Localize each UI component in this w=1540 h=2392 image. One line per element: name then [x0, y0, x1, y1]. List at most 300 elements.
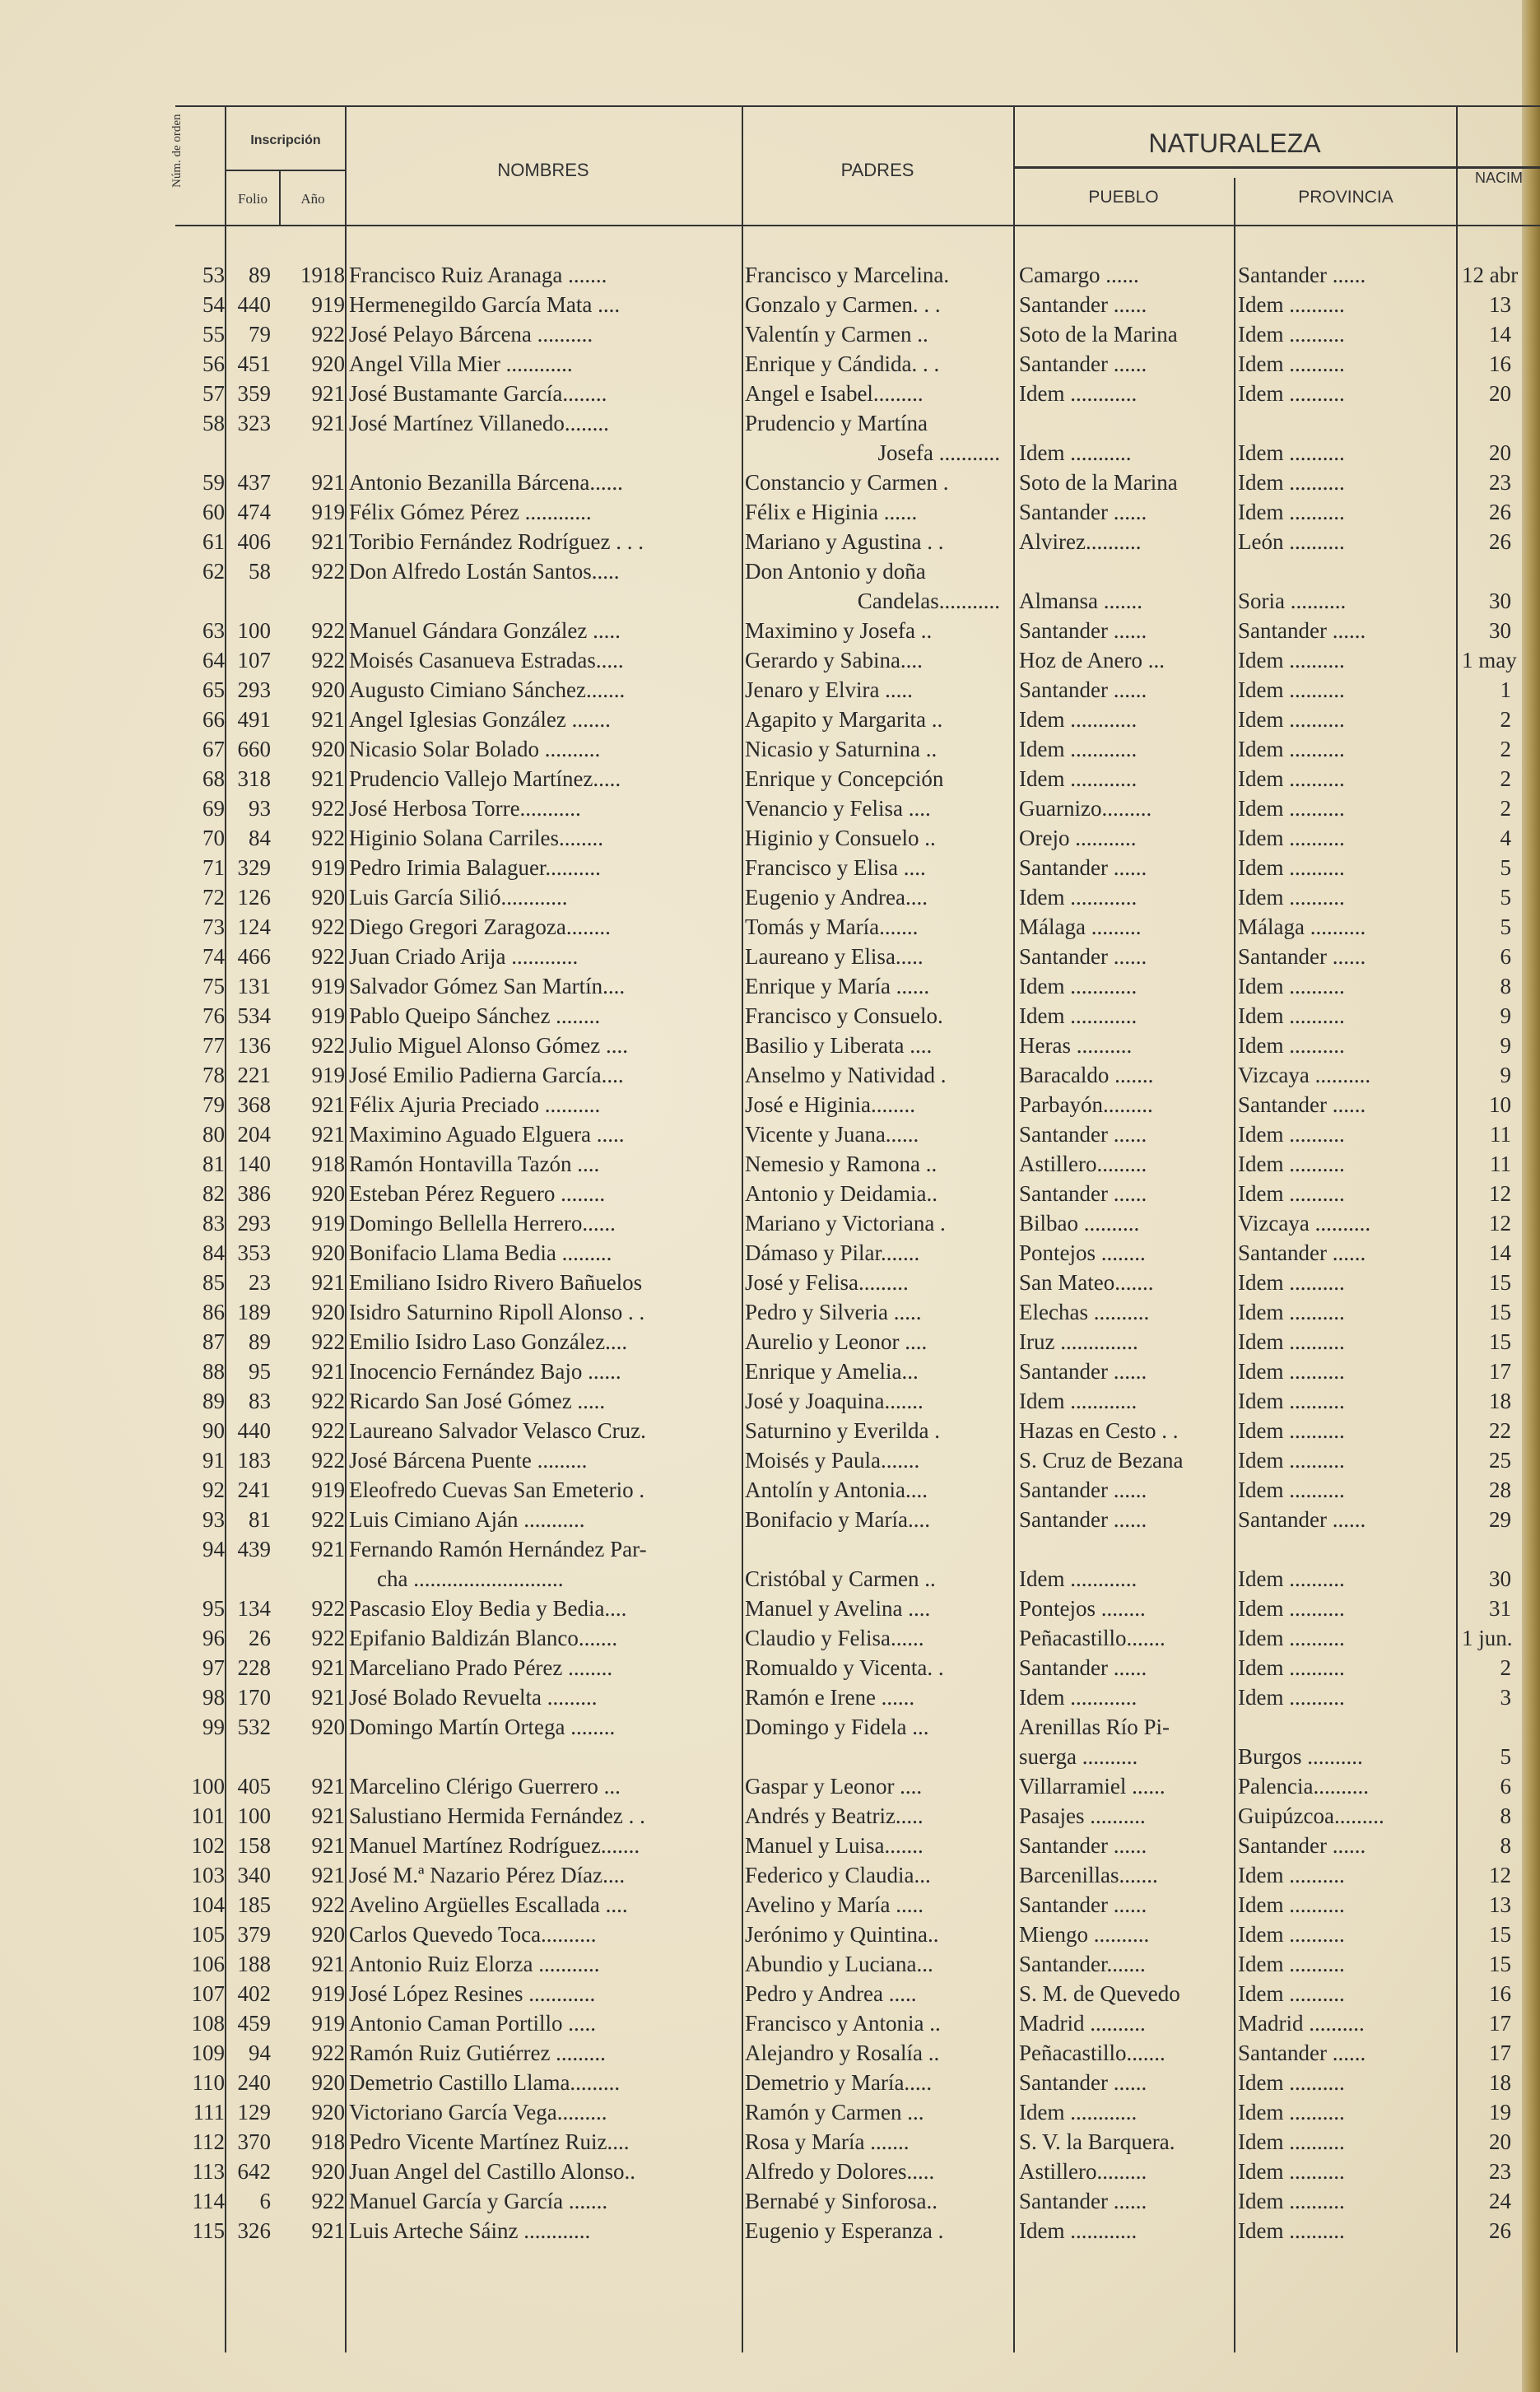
row-name: Antonio Ruiz Elorza ........... — [349, 1952, 600, 1976]
row-number: 66 — [202, 707, 225, 732]
row-town: Idem ............ — [1019, 766, 1138, 791]
table-row — [175, 1297, 1540, 1327]
row-birth-day: 12 abr — [1462, 263, 1519, 287]
row-name: Luis García Silió............ — [349, 885, 568, 910]
row-year: 920 — [311, 351, 345, 376]
table-row — [175, 1119, 1540, 1149]
row-folio: 353 — [237, 1240, 271, 1265]
row-year: 919 — [311, 855, 345, 880]
row-province: Burgos .......... — [1238, 1744, 1363, 1769]
row-parents: Higinio y Consuelo .. — [745, 826, 936, 850]
row-folio: 6 — [259, 2189, 271, 2213]
table-row — [175, 616, 1540, 645]
row-name: Juan Angel del Castillo Alonso.. — [349, 2159, 635, 2184]
row-province: Idem .......... — [1238, 292, 1345, 317]
row-province: Idem .......... — [1238, 766, 1345, 791]
row-parents: Tomás y María....... — [745, 914, 919, 939]
table-row — [175, 1475, 1540, 1505]
row-number: 57 — [202, 381, 225, 406]
row-parents: Rosa y María ....... — [745, 2129, 910, 2154]
row-name: Epifanio Baldizán Blanco....... — [349, 1626, 618, 1650]
row-town: Iruz .............. — [1019, 1329, 1138, 1354]
row-name: Pedro Irimia Balaguer.......... — [349, 855, 601, 880]
row-year: 919 — [311, 1478, 345, 1502]
row-year: 921 — [311, 766, 345, 791]
table-row — [175, 1949, 1540, 1979]
row-birth-day: 17 — [1489, 1359, 1511, 1384]
row-number: 99 — [202, 1715, 225, 1739]
row-birth-day: 2 — [1500, 766, 1511, 791]
table-row — [175, 912, 1540, 942]
row-parents: Basilio y Liberata .... — [745, 1033, 933, 1058]
row-name: José M.ª Nazario Pérez Díaz.... — [349, 1863, 626, 1887]
row-province: Idem .......... — [1238, 707, 1345, 732]
row-birth-day: 8 — [1500, 1803, 1511, 1828]
row-number: 77 — [202, 1033, 225, 1058]
row-number: 80 — [202, 1122, 225, 1147]
row-number: 78 — [202, 1063, 225, 1087]
row-town: Santander ...... — [1019, 292, 1147, 317]
row-year: 921 — [311, 1537, 345, 1561]
row-town: Idem ............ — [1019, 974, 1138, 998]
row-parents: Anselmo y Natividad . — [745, 1063, 947, 1087]
row-number: 74 — [202, 944, 225, 969]
row-parents: Gonzalo y Carmen. . . — [745, 292, 941, 317]
row-year: 921 — [311, 411, 345, 435]
row-town: S. M. de Quevedo — [1019, 1981, 1180, 2006]
row-year: 922 — [311, 618, 345, 643]
row-number: 79 — [202, 1092, 225, 1117]
row-province: Idem .......... — [1238, 826, 1345, 850]
row-province: Santander ...... — [1238, 1240, 1366, 1265]
row-folio: 100 — [237, 1803, 271, 1828]
row-town: Idem ............ — [1019, 885, 1138, 910]
table-row — [175, 497, 1540, 527]
table-row — [175, 319, 1540, 349]
row-name: Maximino Aguado Elguera ..... — [349, 1122, 625, 1147]
row-town: suerga .......... — [1019, 1744, 1138, 1769]
row-parents: Francisco y Antonia .. — [745, 2011, 941, 2036]
row-parents: Federico y Claudia... — [745, 1863, 931, 1887]
row-parents: Andrés y Beatriz..... — [745, 1803, 924, 1828]
table-row — [175, 556, 1540, 586]
row-province: Idem .......... — [1238, 648, 1345, 672]
table-row — [175, 1031, 1540, 1060]
row-birth-day: 20 — [1489, 381, 1511, 406]
row-town: Madrid .......... — [1019, 2011, 1146, 2036]
row-town: Baracaldo ....... — [1019, 1063, 1154, 1087]
row-town: Heras .......... — [1019, 1033, 1133, 1058]
row-birth-day: 11 — [1490, 1152, 1511, 1176]
row-year: 921 — [311, 381, 345, 406]
row-town: Santander ...... — [1019, 1833, 1147, 1858]
row-town: San Mateo....... — [1019, 1270, 1154, 1295]
row-birth-day: 9 — [1500, 1003, 1511, 1028]
row-parents: Avelino y María ..... — [745, 1892, 924, 1917]
row-folio: 466 — [237, 944, 271, 969]
table-row — [175, 1090, 1540, 1119]
table-row — [175, 1505, 1540, 1534]
row-folio: 451 — [237, 351, 271, 376]
table-row — [175, 1920, 1540, 1949]
row-birth-day: 9 — [1500, 1033, 1511, 1058]
table-row — [175, 2186, 1540, 2216]
table-row — [175, 1149, 1540, 1179]
row-parents: José y Joaquina....... — [745, 1389, 924, 1413]
row-number: 89 — [202, 1389, 225, 1413]
row-name: Avelino Argüelles Escallada .... — [349, 1892, 628, 1917]
row-parents: Candelas........... — [857, 589, 1000, 613]
row-parents: Bonifacio y María.... — [745, 1507, 930, 1532]
table-row — [175, 408, 1540, 438]
row-parents: Moisés y Paula....... — [745, 1448, 920, 1473]
row-province: Idem .......... — [1238, 2218, 1345, 2243]
row-province: Idem .......... — [1238, 2070, 1345, 2095]
row-year: 921 — [311, 470, 345, 495]
row-birth-day: 25 — [1489, 1448, 1511, 1473]
row-folio: 129 — [237, 2100, 271, 2124]
row-town: Santander ...... — [1019, 1507, 1147, 1532]
row-folio: 185 — [237, 1892, 271, 1917]
row-year: 922 — [311, 1626, 345, 1650]
table-row — [175, 1416, 1540, 1445]
row-year: 919 — [311, 292, 345, 317]
row-year: 922 — [311, 559, 345, 584]
row-town: Santander ...... — [1019, 618, 1147, 643]
row-folio: 405 — [237, 1774, 271, 1799]
row-province: Idem .......... — [1238, 974, 1345, 998]
row-number: 86 — [202, 1300, 225, 1324]
table-row — [175, 1208, 1540, 1238]
row-name: Hermenegildo García Mata .... — [349, 292, 621, 317]
table-row — [175, 438, 1540, 468]
row-number: 82 — [202, 1181, 225, 1206]
row-number: 113 — [192, 2159, 225, 2184]
row-name: Ramón Hontavilla Tazón .... — [349, 1152, 600, 1176]
table-row — [175, 882, 1540, 912]
table-row — [175, 764, 1540, 793]
row-town: Santander ...... — [1019, 1655, 1147, 1680]
row-folio: 170 — [237, 1685, 271, 1710]
row-town: Pontejos ........ — [1019, 1596, 1146, 1621]
row-folio: 240 — [237, 2070, 271, 2095]
row-parents: Alejandro y Rosalía .. — [745, 2041, 940, 2065]
table-row — [175, 1653, 1540, 1682]
row-birth-day: 12 — [1489, 1181, 1511, 1206]
row-number: 67 — [202, 737, 225, 761]
header-top-rule — [175, 105, 1540, 107]
table-row — [175, 2038, 1540, 2068]
row-province: Idem .......... — [1238, 2129, 1345, 2154]
row-folio: 241 — [237, 1478, 271, 1502]
row-number: 103 — [191, 1863, 225, 1887]
row-folio: 642 — [237, 2159, 271, 2184]
row-year: 922 — [311, 914, 345, 939]
row-folio: 126 — [237, 885, 271, 910]
row-birth-day: 24 — [1489, 2189, 1511, 2213]
row-year: 921 — [311, 1685, 345, 1710]
row-year: 922 — [311, 1329, 345, 1354]
row-parents: Agapito y Margarita .. — [745, 707, 943, 732]
row-parents: Abundio y Luciana... — [745, 1952, 933, 1976]
row-town: S. V. la Barquera. — [1019, 2129, 1175, 2154]
table-row — [175, 1268, 1540, 1297]
row-name: José Bolado Revuelta ......... — [349, 1685, 598, 1710]
table-row — [175, 1742, 1540, 1771]
row-province: Idem .......... — [1238, 1626, 1345, 1650]
row-year: 921 — [311, 707, 345, 732]
row-name: Pedro Vicente Martínez Ruiz.... — [349, 2129, 630, 2154]
row-parents: Mariano y Agustina . . — [745, 529, 944, 554]
row-number: 64 — [202, 648, 225, 672]
row-birth-day: 16 — [1489, 351, 1511, 376]
row-number: 59 — [202, 470, 225, 495]
table-row — [175, 1357, 1540, 1386]
row-year: 922 — [311, 1892, 345, 1917]
table-row — [175, 793, 1540, 823]
row-number: 88 — [202, 1359, 225, 1384]
row-name: Manuel Martínez Rodríguez....... — [349, 1833, 640, 1858]
row-year: 922 — [311, 1448, 345, 1473]
table-row — [175, 675, 1540, 705]
row-year: 919 — [311, 500, 345, 524]
row-number: 102 — [191, 1833, 225, 1858]
table-row — [175, 1801, 1540, 1831]
row-number: 73 — [202, 914, 225, 939]
row-province: Idem .......... — [1238, 1389, 1345, 1413]
table-row — [175, 1001, 1540, 1031]
row-folio: 188 — [237, 1952, 271, 1976]
row-number: 53 — [202, 263, 225, 287]
row-folio: 340 — [237, 1863, 271, 1887]
row-folio: 370 — [237, 2129, 271, 2154]
row-province: Idem .......... — [1238, 1952, 1345, 1976]
row-parents: Cristóbal y Carmen .. — [745, 1566, 936, 1591]
row-birth-day: 11 — [1490, 1122, 1511, 1147]
inscripcion-rule — [225, 170, 345, 171]
row-province: Idem .......... — [1238, 1448, 1345, 1473]
row-year: 922 — [311, 796, 345, 821]
row-year: 921 — [311, 2218, 345, 2243]
row-number: 112 — [192, 2129, 225, 2154]
row-birth-day: 13 — [1489, 292, 1511, 317]
row-birth-day: 12 — [1489, 1211, 1511, 1236]
table-row — [175, 468, 1540, 497]
table-row — [175, 823, 1540, 853]
row-year: 919 — [311, 2011, 345, 2036]
row-parents: Domingo y Fidela ... — [745, 1715, 929, 1739]
row-birth-day: 31 — [1489, 1596, 1511, 1621]
row-name: Higinio Solana Carriles........ — [349, 826, 603, 850]
row-name: Toribio Fernández Rodríguez . . . — [349, 529, 644, 554]
row-town: Santander ...... — [1019, 351, 1147, 376]
header-ano: Año — [300, 191, 325, 207]
row-number: 93 — [202, 1507, 225, 1532]
row-parents: Antolín y Antonia.... — [745, 1478, 928, 1502]
row-number: 97 — [202, 1655, 225, 1680]
row-birth-day: 26 — [1489, 2218, 1511, 2243]
row-province: Idem .......... — [1238, 1655, 1345, 1680]
row-folio: 439 — [237, 1537, 271, 1561]
row-name: Pascasio Eloy Bedia y Bedia.... — [349, 1596, 627, 1621]
table-row — [175, 971, 1540, 1001]
row-number: 60 — [202, 500, 225, 524]
row-birth-day: 5 — [1500, 885, 1511, 910]
row-year: 920 — [311, 885, 345, 910]
table-row — [175, 1534, 1540, 1564]
row-number: 71 — [202, 855, 225, 880]
header-naturaleza: NATURALEZA — [1148, 128, 1321, 158]
row-province: Idem .......... — [1238, 1596, 1345, 1621]
row-town: Parbayón......... — [1019, 1092, 1153, 1117]
row-folio: 189 — [237, 1300, 271, 1324]
row-parents: Francisco y Consuelo. — [745, 1003, 943, 1028]
row-parents: José y Felisa......... — [745, 1270, 909, 1295]
row-parents: Enrique y Concepción — [745, 766, 944, 791]
row-birth-day: 15 — [1489, 1270, 1511, 1295]
row-name: Esteban Pérez Reguero ........ — [349, 1181, 606, 1206]
table-row — [175, 290, 1540, 319]
table-row — [175, 1890, 1540, 1920]
row-province: Vizcaya .......... — [1238, 1211, 1371, 1236]
row-number: 115 — [192, 2218, 225, 2243]
row-birth-day: 30 — [1489, 589, 1511, 613]
row-name: José Pelayo Bárcena .......... — [349, 322, 593, 347]
row-province: Idem .......... — [1238, 2159, 1345, 2184]
row-folio: 221 — [237, 1063, 271, 1087]
row-folio: 140 — [237, 1152, 271, 1176]
row-parents: Manuel y Luisa....... — [745, 1833, 924, 1858]
row-year: 920 — [311, 1300, 345, 1324]
header-nombres: NOMBRES — [497, 160, 589, 180]
row-folio: 26 — [249, 1626, 271, 1650]
row-year: 919 — [311, 1981, 345, 2006]
row-birth-day: 18 — [1489, 1389, 1511, 1413]
row-year: 920 — [311, 1181, 345, 1206]
row-town: Idem ............ — [1019, 381, 1138, 406]
row-province: Idem .......... — [1238, 1033, 1345, 1058]
row-parents: Jerónimo y Quintina.. — [745, 1922, 939, 1947]
row-name: Inocencio Fernández Bajo ...... — [349, 1359, 621, 1384]
table-row — [175, 349, 1540, 379]
row-town: Camargo ...... — [1019, 263, 1139, 287]
row-number: 58 — [202, 411, 225, 435]
row-name: José Martínez Villanedo........ — [349, 411, 609, 435]
row-parents: Pedro y Silveria ..... — [745, 1300, 922, 1324]
row-birth-day: 13 — [1489, 1892, 1511, 1917]
row-parents: Vicente y Juana...... — [745, 1122, 919, 1147]
table-row — [175, 1860, 1540, 1890]
row-parents: Venancio y Felisa .... — [745, 796, 931, 821]
row-folio: 58 — [249, 559, 271, 584]
row-year: 922 — [311, 1033, 345, 1058]
row-birth-day: 1 — [1500, 677, 1511, 702]
row-province: Idem .......... — [1238, 1685, 1345, 1710]
row-name: Pablo Queipo Sánchez ........ — [349, 1003, 601, 1028]
row-year: 1918 — [300, 263, 345, 287]
row-year: 922 — [311, 1389, 345, 1413]
row-parents: Ramón e Irene ...... — [745, 1685, 915, 1710]
row-folio: 89 — [249, 1329, 271, 1354]
row-parents: Nicasio y Saturnina .. — [745, 737, 937, 761]
row-province: Idem .......... — [1238, 1122, 1345, 1147]
row-birth-day: 15 — [1489, 1329, 1511, 1354]
row-folio: 440 — [237, 1418, 271, 1443]
row-year: 922 — [311, 322, 345, 347]
row-name: Angel Villa Mier ............ — [349, 351, 573, 376]
row-name: Eleofredo Cuevas San Emeterio . — [349, 1478, 645, 1502]
row-birth-day: 5 — [1500, 1744, 1511, 1769]
row-number: 81 — [202, 1152, 225, 1176]
row-parents: José e Higinia........ — [745, 1092, 915, 1117]
row-birth-day: 14 — [1489, 1240, 1511, 1265]
row-birth-day: 23 — [1489, 470, 1511, 495]
row-province: Santander ...... — [1238, 263, 1366, 287]
row-name: Antonio Caman Portillo ..... — [349, 2011, 596, 2036]
row-town: Santander....... — [1019, 1952, 1146, 1976]
row-name: Victoriano García Vega......... — [349, 2100, 607, 2124]
row-folio: 23 — [249, 1270, 271, 1295]
row-parents: Francisco y Marcelina. — [745, 263, 950, 287]
row-folio: 386 — [237, 1181, 271, 1206]
row-name: Fernando Ramón Hernández Par- — [349, 1537, 647, 1561]
row-town: Alvirez.......... — [1019, 529, 1142, 554]
row-name: Marceliano Prado Pérez ........ — [349, 1655, 613, 1680]
row-folio: 83 — [249, 1389, 271, 1413]
row-town: Almansa ....... — [1019, 589, 1142, 613]
row-parents: Gerardo y Sabina.... — [745, 648, 923, 672]
header-provincia: PROVINCIA — [1298, 188, 1393, 207]
row-year: 920 — [311, 2100, 345, 2124]
row-number: 85 — [202, 1270, 225, 1295]
row-parents: Enrique y Amelia... — [745, 1359, 919, 1384]
row-province: Santander ...... — [1238, 944, 1366, 969]
table-row — [175, 1386, 1540, 1416]
row-birth-day: 1 may — [1462, 648, 1517, 672]
row-name: Bonifacio Llama Bedia ......... — [349, 1240, 612, 1265]
row-name: Diego Gregori Zaragoza........ — [349, 914, 611, 939]
table-row — [175, 2127, 1540, 2157]
row-province: Madrid .......... — [1238, 2011, 1365, 2036]
row-year: 918 — [311, 1152, 345, 1176]
row-province: Idem .......... — [1238, 1863, 1345, 1887]
row-folio: 204 — [237, 1122, 271, 1147]
table-row — [175, 1327, 1540, 1357]
row-province: Idem .......... — [1238, 1566, 1345, 1591]
table-row — [175, 586, 1540, 616]
table-row — [175, 734, 1540, 764]
row-number: 54 — [202, 292, 225, 317]
row-number: 91 — [202, 1448, 225, 1473]
row-town: S. Cruz de Bezana — [1019, 1448, 1184, 1473]
row-number: 98 — [202, 1685, 225, 1710]
row-number: 61 — [202, 529, 225, 554]
row-folio: 89 — [249, 263, 271, 287]
table-row — [175, 1564, 1540, 1594]
row-number: 83 — [202, 1211, 225, 1236]
row-number: 69 — [202, 796, 225, 821]
row-town: Soto de la Marina — [1019, 322, 1178, 347]
row-folio: 532 — [237, 1715, 271, 1739]
row-province: Idem .......... — [1238, 796, 1345, 821]
row-town: Elechas .......... — [1019, 1300, 1150, 1324]
row-year: 921 — [311, 529, 345, 554]
row-parents: Manuel y Avelina .... — [745, 1596, 931, 1621]
row-parents: Bernabé y Sinforosa.. — [745, 2189, 937, 2213]
row-year: 920 — [311, 677, 345, 702]
table-row — [175, 853, 1540, 882]
row-folio: 183 — [237, 1448, 271, 1473]
